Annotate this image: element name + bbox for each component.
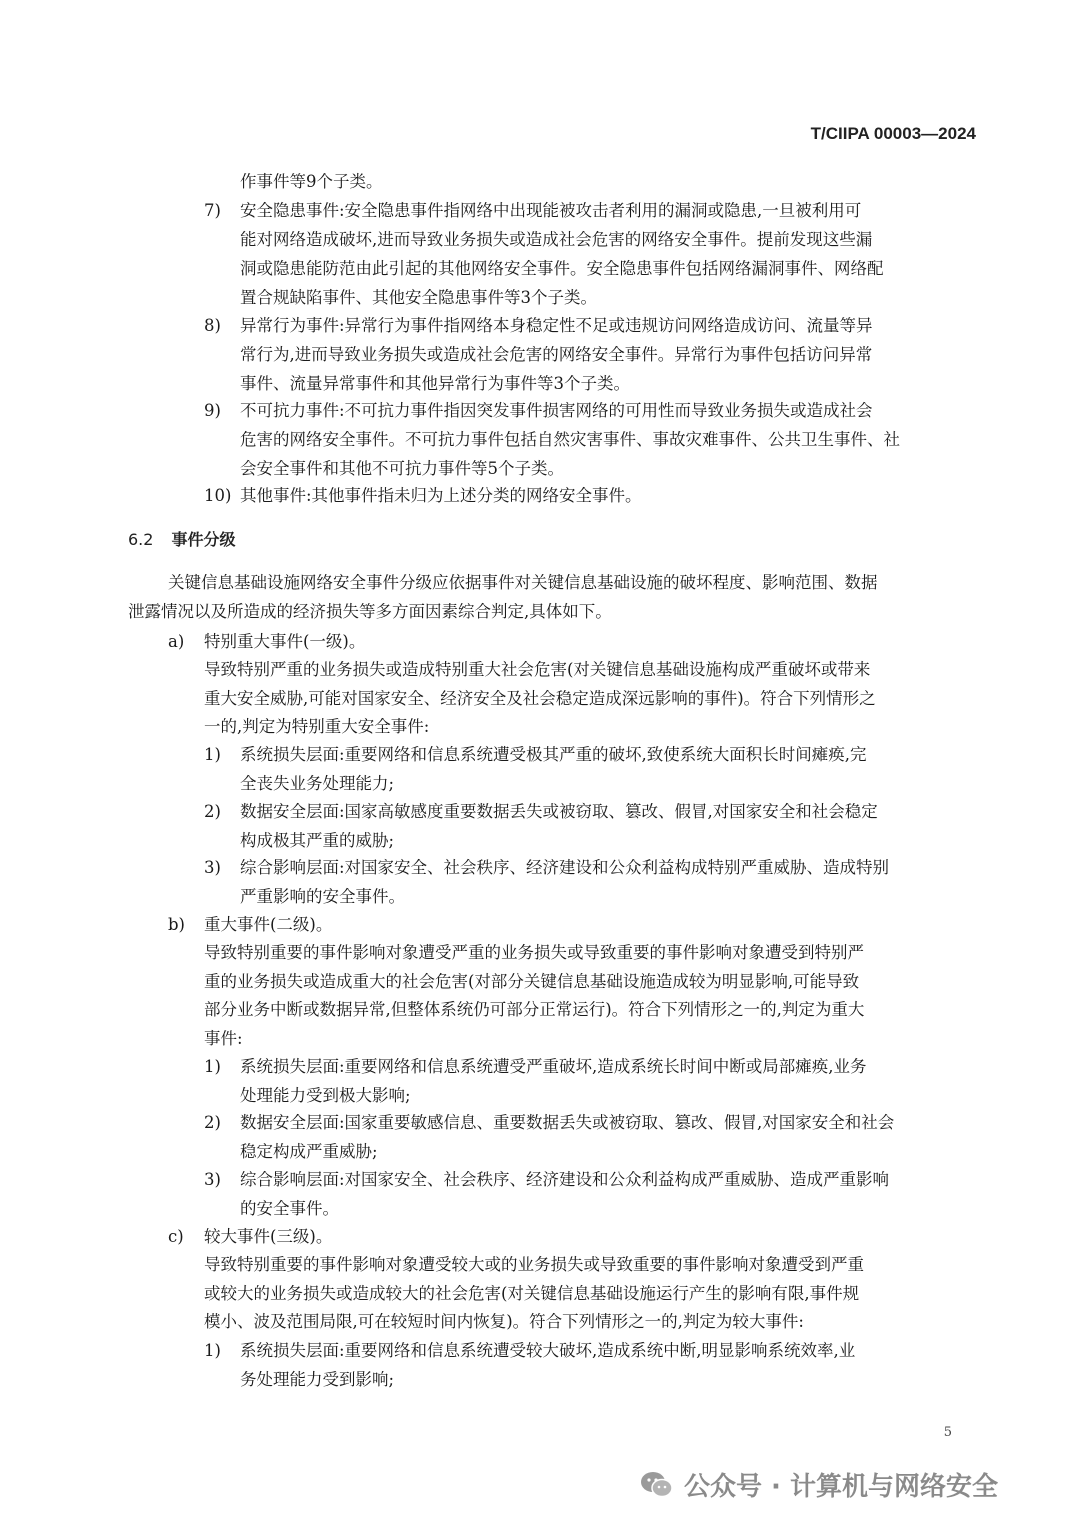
item-text: 异常行为事件:异常行为事件指网络本身稳定性不足或违规访问网络造成访问、流量等异 — [240, 316, 873, 335]
level-desc: 部分业务中断或数据异常,但整体系统仍可部分正常运行)。符合下列情形之一的,判定为重大 — [204, 1000, 865, 1019]
sub-text: 综合影响层面:对国家安全、社会秩序、经济建设和公众利益构成严重威胁、造成严重影响 — [240, 1170, 890, 1189]
item-text: 不可抗力事件:不可抗力事件指因突发事件损害网络的可用性而导致业务损失或造成社会 — [240, 401, 873, 420]
level-desc: 事件: — [204, 1029, 243, 1048]
item-text: 常行为,进而导致业务损失或造成社会危害的网络安全事件。异常行为事件包括访问异常 — [240, 345, 873, 364]
wechat-icon — [640, 1470, 674, 1500]
sub-text: 稳定构成严重威胁; — [240, 1142, 378, 1161]
sub-text: 数据安全层面:国家重要敏感信息、重要数据丢失或被窃取、篡改、假冒,对国家安全和社会 — [240, 1113, 895, 1132]
level-desc: 导致特别严重的业务损失或造成特别重大社会危害(对关键信息基础设施构成严重破坏或带来 — [204, 660, 871, 679]
sub-text: 的安全事件。 — [240, 1199, 339, 1218]
item-marker: 10) — [204, 486, 232, 505]
continuation-line: 作事件等9个子类。 — [240, 172, 383, 191]
level-marker: a) — [168, 632, 185, 651]
level-desc: 一的,判定为特别重大安全事件: — [204, 717, 430, 736]
footer-label: 公众号 · 计算机与网络安全 — [684, 1472, 998, 1502]
item-text: 洞或隐患能防范由此引起的其他网络安全事件。安全隐患事件包括网络漏洞事件、网络配 — [240, 259, 884, 278]
item-marker: 7) — [204, 201, 221, 220]
item-text: 事件、流量异常事件和其他异常行为事件等3个子类。 — [240, 374, 630, 393]
sub-text: 处理能力受到极大影响; — [240, 1086, 411, 1105]
level-desc: 重的业务损失或造成重大的社会危害(对部分关键信息基础设施造成较为明显影响,可能导致 — [204, 972, 860, 991]
level-desc: 导致特别重要的事件影响对象遭受较大或的业务损失或导致重要的事件影响对象遭受到严重 — [204, 1255, 864, 1274]
item-marker: 9) — [204, 401, 221, 420]
item-text: 其他事件:其他事件指未归为上述分类的网络安全事件。 — [240, 486, 642, 505]
sub-text: 全丧失业务处理能力; — [240, 774, 395, 793]
sub-marker: 2) — [204, 802, 221, 821]
sub-text: 综合影响层面:对国家安全、社会秩序、经济建设和公众利益构成特别严重威胁、造成特别 — [240, 858, 890, 877]
sub-text: 构成极其严重的威胁; — [240, 831, 395, 850]
level-desc: 重大安全威胁,可能对国家安全、经济安全及社会稳定造成深远影响的事件)。符合下列情形之 — [204, 689, 876, 708]
level-marker: c) — [168, 1227, 184, 1246]
item-text: 会安全事件和其他不可抗力事件等5个子类。 — [240, 459, 564, 478]
sub-text: 系统损失层面:重要网络和信息系统遭受极其严重的破坏,致使系统大面积长时间瘫痪,完 — [240, 745, 867, 764]
sub-text: 严重影响的安全事件。 — [240, 887, 405, 906]
page-number: 5 — [943, 1425, 952, 1440]
sub-marker: 2) — [204, 1113, 221, 1132]
sub-marker: 1) — [204, 1057, 221, 1076]
item-text: 危害的网络安全事件。不可抗力事件包括自然灾害事件、事故灾难事件、公共卫生事件、社 — [240, 430, 900, 449]
paragraph-line: 关键信息基础设施网络安全事件分级应依据事件对关键信息基础设施的破坏程度、影响范围、数据 — [168, 573, 878, 592]
section-number: 6.2 — [128, 530, 154, 549]
level-marker: b) — [168, 915, 185, 934]
footer-watermark — [640, 1466, 998, 1503]
sub-marker: 1) — [204, 745, 221, 764]
level-title: 较大事件(三级)。 — [204, 1227, 333, 1246]
item-text: 能对网络造成破坏,进而导致业务损失或造成社会危害的网络安全事件。提前发现这些漏 — [240, 230, 873, 249]
sub-marker: 1) — [204, 1341, 221, 1360]
level-title: 特别重大事件(一级)。 — [204, 632, 366, 651]
level-desc: 或较大的业务损失或造成较大的社会危害(对关键信息基础设施运行产生的影响有限,事件规 — [204, 1284, 860, 1303]
sub-text: 数据安全层面:国家高敏感度重要数据丢失或被窃取、篡改、假冒,对国家安全和社会稳定 — [240, 802, 878, 821]
level-desc: 模小、波及范围局限,可在较短时间内恢复)。符合下列情形之一的,判定为较大事件: — [204, 1312, 804, 1331]
level-title: 重大事件(二级)。 — [204, 915, 333, 934]
item-text: 安全隐患事件:安全隐患事件指网络中出现能被攻击者利用的漏洞或隐患,一旦被利用可 — [240, 201, 862, 220]
sub-text: 务处理能力受到影响; — [240, 1370, 395, 1389]
sub-text: 系统损失层面:重要网络和信息系统遭受严重破坏,造成系统长时间中断或局部瘫痪,业务 — [240, 1057, 867, 1076]
document-code: T/CIIPA 00003—2024 — [810, 124, 976, 143]
sub-text: 系统损失层面:重要网络和信息系统遭受较大破坏,造成系统中断,明显影响系统效率,业 — [240, 1341, 856, 1360]
sub-marker: 3) — [204, 1170, 221, 1189]
item-marker: 8) — [204, 316, 221, 335]
item-text: 置合规缺陷事件、其他安全隐患事件等3个子类。 — [240, 288, 597, 307]
sub-marker: 3) — [204, 858, 221, 877]
level-desc: 导致特别重要的事件影响对象遭受严重的业务损失或导致重要的事件影响对象遭受到特别严 — [204, 943, 864, 962]
section-heading — [128, 527, 235, 550]
section-title: 事件分级 — [171, 530, 236, 549]
paragraph-line: 泄露情况以及所造成的经济损失等多方面因素综合判定,具体如下。 — [128, 602, 612, 621]
